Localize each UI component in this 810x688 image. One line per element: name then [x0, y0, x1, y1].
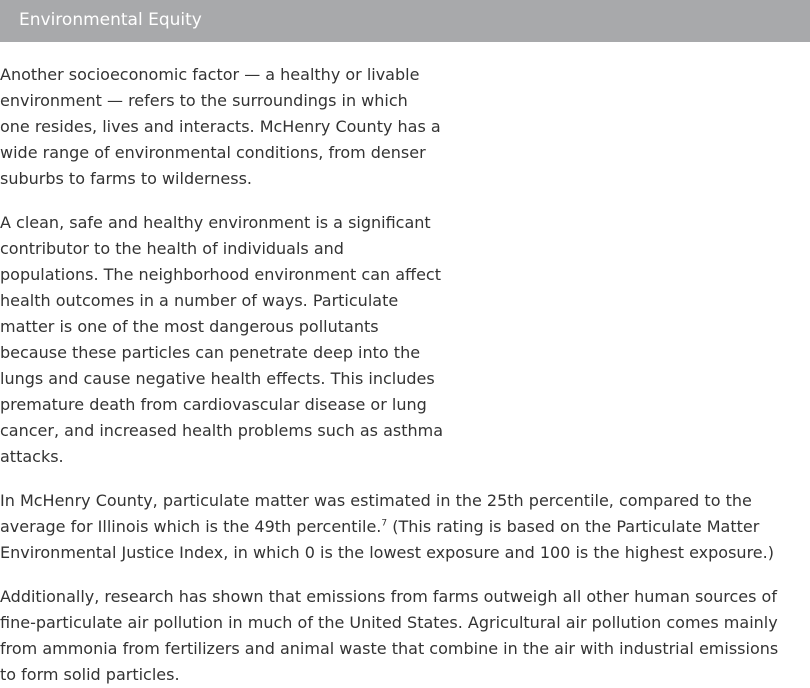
text-line: from ammonia from fertilizers and animal waste that combine in the air with industrial emissions — [0, 639, 779, 658]
text-line: one resides, lives and interacts. McHenry County has a — [0, 117, 441, 136]
paragraph-particulate-matter — [0, 488, 774, 566]
text-line: matter is one of the most dangerous pollutants — [0, 317, 379, 336]
text-line: Environmental Justice Index, in which 0 is the lowest exposure and 100 is the highest exposure.) — [0, 543, 774, 562]
text-line: A clean, safe and healthy environment is a significant — [0, 213, 431, 232]
text-line: lungs and cause negative health effects. This includes — [0, 369, 435, 388]
text-line: because these particles can penetrate deep into the — [0, 343, 421, 362]
text-line: populations. The neighborhood environment can affect — [0, 265, 441, 284]
text-line — [0, 514, 774, 540]
text-line: attacks. — [0, 447, 64, 466]
text-line: fine-particulate air pollution in much of the United States. Agricultural air pollution comes mainly — [0, 613, 778, 632]
paragraph-farm-emissions — [0, 584, 778, 688]
section-title: Environmental Equity — [19, 10, 202, 30]
text-line: wide range of environmental conditions, from denser — [0, 143, 426, 162]
text-line: suburbs to farms to wilderness. — [0, 169, 252, 188]
text-line: environment — refers to the surroundings in which — [0, 91, 408, 110]
footnote-marker: 7 — [381, 518, 388, 529]
text-segment: average for Illinois which is the 49th percentile. — [0, 517, 382, 536]
text-line: Additionally, research has shown that emissions from farms outweigh all other human sources of — [0, 587, 777, 606]
paragraph-healthy-environment — [0, 210, 443, 470]
text-line: health outcomes in a number of ways. Particulate — [0, 291, 399, 310]
text-line: premature death from cardiovascular disease or lung — [0, 395, 427, 414]
text-segment: (This rating is based on the Particulate Matter — [387, 517, 760, 536]
text-line: contributor to the health of individuals and — [0, 239, 344, 258]
text-line: In McHenry County, particulate matter was estimated in the 25th percentile, compared to the — [0, 491, 752, 510]
section-header-bar — [0, 0, 810, 42]
text-line: to form solid particles. — [0, 665, 180, 684]
text-line: cancer, and increased health problems such as asthma — [0, 421, 444, 440]
text-line: Another socioeconomic factor — a healthy or livable — [0, 65, 420, 84]
paragraph-livable-environment — [0, 62, 441, 192]
